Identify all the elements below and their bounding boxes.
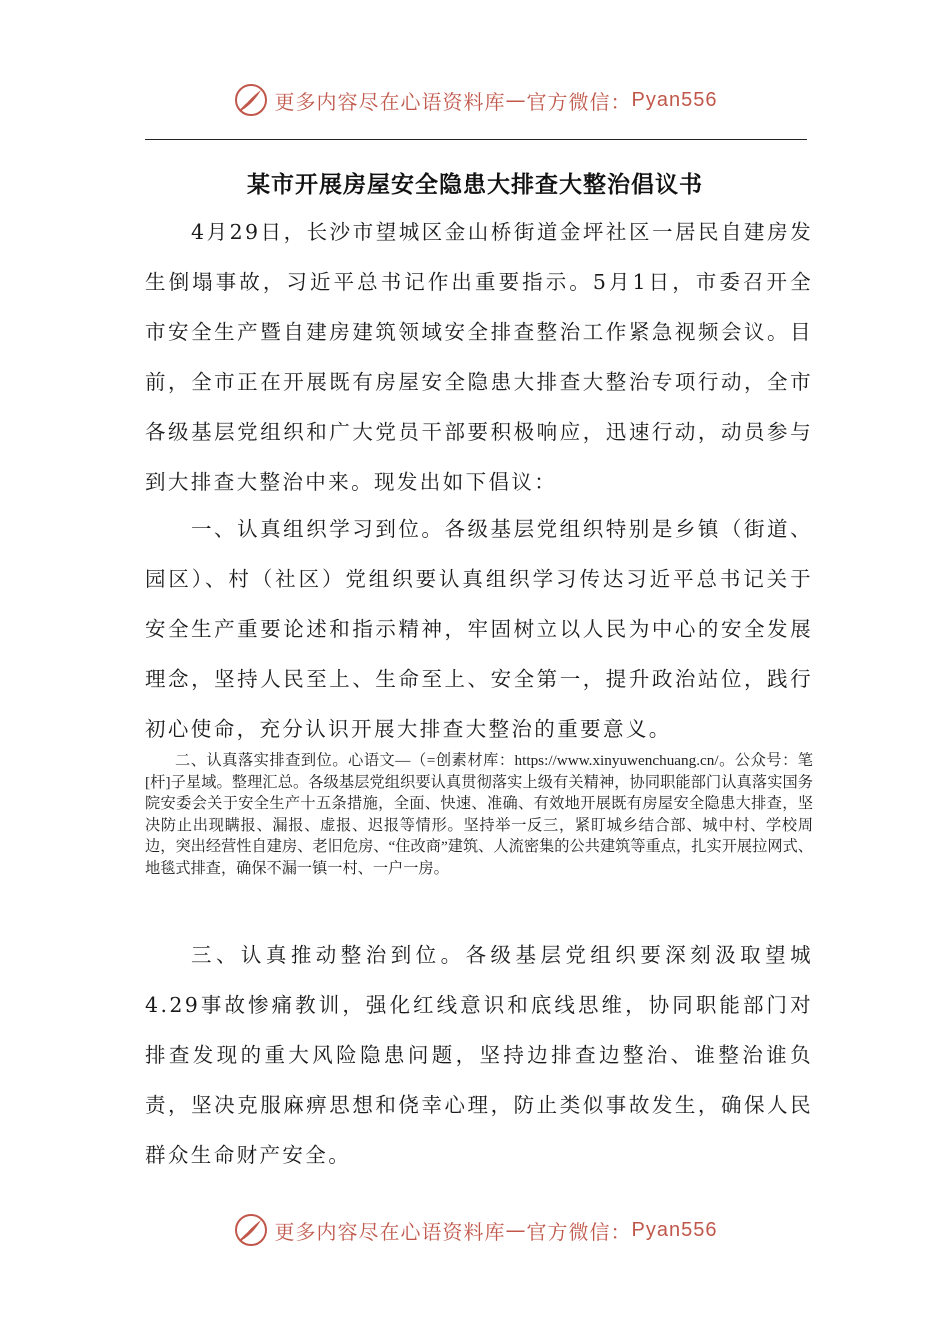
watermark-wechat-id: Pyan556 [631,88,718,111]
header-watermark [0,82,950,118]
paragraph-section-3: 三、认真推动整治到位。各级基层党组织要深刻汲取望城4.29事故惨痛教训，强化红线意识和底线思维，协同职能部门对排查发现的重大风险隐患问题，坚持边排查边整治、谁整治谁负责，坚决克服麻痹思想和侥幸心理，防止类似事故发生，确保人民群众生命财产安全。 [145,943,813,1167]
footer-watermark [0,1212,950,1248]
header-divider [145,139,807,140]
document-title: 某市开展房屋安全隐患大排查大整治倡议书 [247,172,703,198]
quill-logo-icon [233,82,269,118]
watermark-main-text: 更多内容尽在心语资料库 [274,1219,506,1244]
watermark-wechat-label: 官方微信： [526,89,632,114]
watermark-wechat-label: 官方微信： [526,1219,632,1244]
watermark-dash: — [505,88,527,112]
paragraph-intro: 4月29日，长沙市望城区金山桥街道金坪社区一居民自建房发生倒塌事故，习近平总书记作出重要指示。5月1日，市委召开全市安全生产暨自建房建筑领域安全排查整治工作紧急视频会议。目前，全市正在开展既有房屋安全隐患大排查大整治专项行动，全市各级基层党组织和广大党员干部要积极响应，迅速行动，动员参与到大排查大整治中来。现发出如下倡议： [145,220,813,494]
quill-logo-icon [233,1212,269,1248]
watermark-dash: — [505,1218,527,1242]
paragraph-section-2: 二、认真落实排查到位。心语文—（=创素材库：https://www.xinyuwenchuang.cn/。公众号：笔[杆]子星域。整理汇总。各级基层党组织要认真贯彻落实上级有关精神，协同职能部门认真落实国务院安委会关于安全生产十五条措施，全面、快速、准确、有效地开展既有房屋安全隐患大排查，坚决防止出现瞒报、漏报、虚报、迟报等情形。坚持举一反三，紧盯城乡结合部、城中村、学校周边，突出经营性自建房、老旧危房、“住改商”建筑、人流密集的公共建筑等重点，扎实开展拉网式、地毯式排查，确保不漏一镇一村、一户一房。 [145,752,813,877]
paragraph-section-1: 一、认真组织学习到位。各级基层党组织特别是乡镇（街道、园区）、村（社区）党组织要认真组织学习传达习近平总书记关于安全生产重要论述和指示精神，牢固树立以人民为中心的安全发展理念，坚持人民至上、生命至上、安全第一，提升政治站位，践行初心使命，充分认识开展大排查大整治的重要意义。 [145,517,813,741]
watermark-wechat-id: Pyan556 [631,1218,718,1241]
watermark-main-text: 更多内容尽在心语资料库 [274,89,506,114]
